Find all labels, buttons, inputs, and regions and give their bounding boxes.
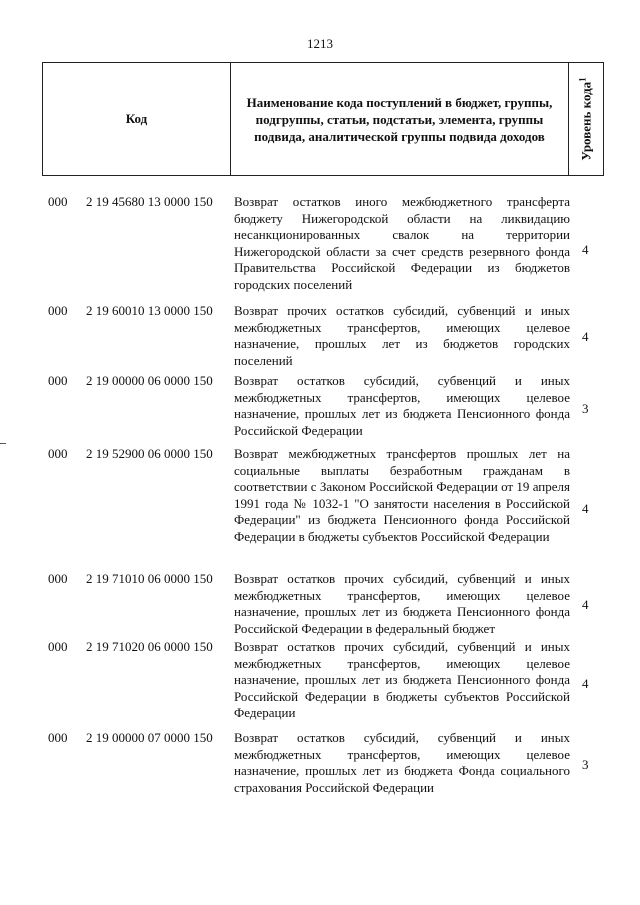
row-prefix: 000 <box>48 571 68 586</box>
row-level: 4 <box>582 242 589 257</box>
row-level: 4 <box>582 329 589 344</box>
row-level: 3 <box>582 401 589 416</box>
row-prefix: 000 <box>48 194 68 209</box>
margin-mark <box>0 443 6 444</box>
row-code: 2 19 00000 07 0000 150 <box>86 730 213 745</box>
header-name: Наименование кода поступлений в бюджет, группы, подгруппы, статьи, подстатьи, элемента, группы подвида, аналитической группы подвида доходов <box>231 63 569 175</box>
header-level-label: Уровень кода <box>578 81 594 161</box>
row-code: 2 19 52900 06 0000 150 <box>86 446 213 461</box>
row-prefix: 000 <box>48 303 68 318</box>
row-prefix: 000 <box>48 373 68 388</box>
header-level-text <box>577 77 594 160</box>
row-description: Возврат остатков иного межбюджетного трансферта бюджету Нижегородской области на ликвидацию несанкционированных свалок на территории Нижегородской области за счет средств резервного фонда Правительства Российской Федерации из бюджетов городских поселений <box>234 194 570 292</box>
header-level <box>569 63 603 175</box>
row-description: Возврат прочих остатков субсидий, субвенций и иных межбюджетных трансфертов, имеющих целевое назначение, прошлых лет из бюджетов городских поселений <box>234 303 570 368</box>
row-level: 3 <box>582 757 589 772</box>
row-level: 4 <box>582 501 589 516</box>
row-code: 2 19 45680 13 0000 150 <box>86 194 213 209</box>
page-number: 1213 <box>307 36 333 51</box>
row-description: Возврат остатков субсидий, субвенций и иных межбюджетных трансфертов, имеющих целевое назначение, прошлых лет из бюджета Пенсионного фонда Российской Федерации <box>234 373 570 438</box>
row-code: 2 19 71020 06 0000 150 <box>86 639 213 654</box>
row-description: Возврат межбюджетных трансфертов прошлых лет на социальные выплаты безработным гражданам в соответствии с Законом Российской Федерации от 19 апреля 1991 года № 1032-1 "О занятости населения в Российской Федерации" из бюджета Пенсионного фонда Российской Федерации в бюджеты субъектов Российской Федерации <box>234 446 570 544</box>
row-description: Возврат остатков прочих субсидий, субвенций и иных межбюджетных трансфертов, имеющих целевое назначение, прошлых лет из бюджета Пенсионного фонда Российской Федерации в бюджеты субъектов Российской Федерации <box>234 639 570 720</box>
row-level: 4 <box>582 597 589 612</box>
header-level-footnote: 1 <box>577 77 588 82</box>
row-prefix: 000 <box>48 730 68 745</box>
row-description: Возврат остатков субсидий, субвенций и иных межбюджетных трансфертов, имеющих целевое назначение, прошлых лет из бюджета Фонда социального страхования Российской Федерации <box>234 730 570 795</box>
row-code: 2 19 71010 06 0000 150 <box>86 571 213 586</box>
row-prefix: 000 <box>48 639 68 654</box>
row-level: 4 <box>582 676 589 691</box>
header-code: Код <box>43 63 231 175</box>
table-header <box>42 62 604 176</box>
row-code: 2 19 00000 06 0000 150 <box>86 373 213 388</box>
row-description: Возврат остатков прочих субсидий, субвенций и иных межбюджетных трансфертов, имеющих целевое назначение, прошлых лет из бюджета Пенсионного фонда Российской Федерации в федеральный бюджет <box>234 571 570 636</box>
row-prefix: 000 <box>48 446 68 461</box>
row-code: 2 19 60010 13 0000 150 <box>86 303 213 318</box>
